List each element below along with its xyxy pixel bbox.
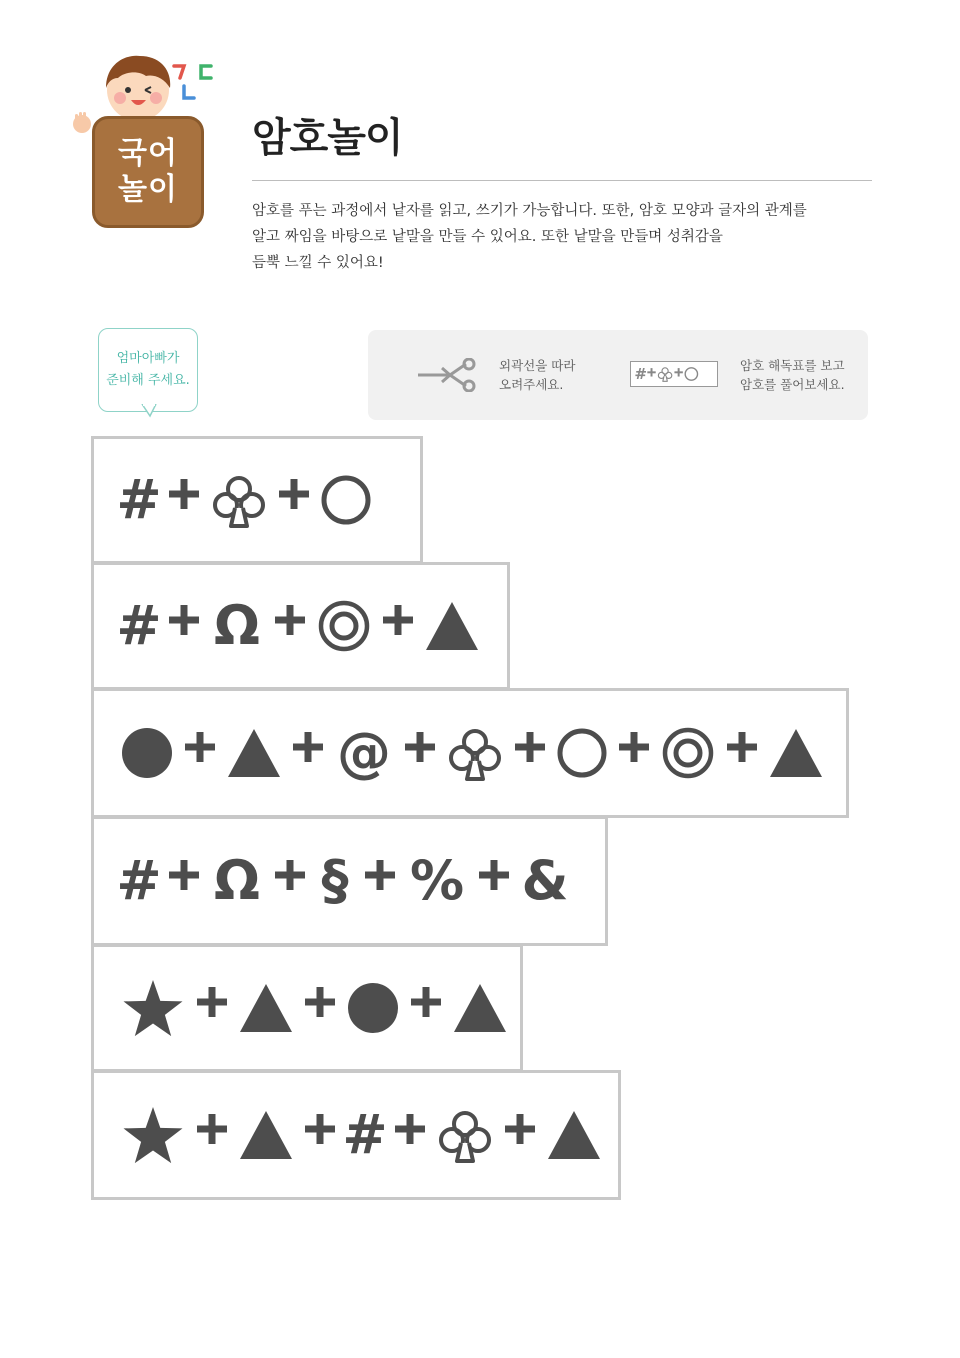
code-card[interactable] xyxy=(91,688,849,818)
svg-text:Ω: Ω xyxy=(214,849,260,912)
plus-icon xyxy=(275,605,305,635)
code-card[interactable] xyxy=(91,436,423,564)
plus-icon xyxy=(405,732,435,762)
svg-text:#: # xyxy=(342,1103,388,1166)
circle-symbol-icon xyxy=(560,731,604,775)
plus-icon xyxy=(515,732,545,762)
triangle-symbol-icon xyxy=(228,729,280,777)
club-symbol-icon xyxy=(215,478,263,526)
svg-text:Ω: Ω xyxy=(214,594,260,657)
triangle-symbol-icon xyxy=(240,984,292,1032)
circle-symbol-icon xyxy=(685,368,697,380)
code-card[interactable] xyxy=(91,1070,621,1200)
cut-instruction-line-1: 외곽선을 따라 xyxy=(499,358,576,373)
plus-icon xyxy=(674,368,682,376)
amp-symbol-icon xyxy=(521,849,568,912)
plus-icon xyxy=(365,860,395,890)
triangle-symbol-icon xyxy=(240,1111,292,1159)
plus-icon xyxy=(305,987,335,1017)
plus-icon xyxy=(279,479,309,509)
dot-symbol-icon xyxy=(122,728,172,778)
decode-instruction-line-2: 암호를 풀어보세요. xyxy=(740,377,845,392)
plus-icon xyxy=(169,605,199,635)
plus-icon xyxy=(727,732,757,762)
dot-symbol-icon xyxy=(348,983,398,1033)
plus-icon xyxy=(169,860,199,890)
svg-text:#: # xyxy=(116,594,162,657)
omega-symbol-icon xyxy=(214,594,260,657)
plus-icon xyxy=(197,1114,227,1144)
cut-instruction xyxy=(499,356,575,394)
parent-note-line-1: 엄마아빠가 xyxy=(116,351,180,366)
title-divider xyxy=(252,180,872,181)
triangle-symbol-icon xyxy=(770,729,822,777)
code-card[interactable] xyxy=(91,816,608,946)
svg-text:§: § xyxy=(321,849,349,912)
decode-instruction xyxy=(740,356,845,394)
plus-icon xyxy=(479,860,509,890)
decode-instruction-line-1: 암호 해독표를 보고 xyxy=(740,358,845,373)
code-symbols xyxy=(94,819,605,943)
scissors-icon xyxy=(416,358,478,392)
instruction-panel xyxy=(368,330,868,420)
description-line: 암호를 푸는 과정에서 낱자를 읽고, 쓰기가 가능합니다. 또한, 암호 모양과 글자의 관계를 xyxy=(252,203,807,219)
hash-symbol-icon xyxy=(342,1103,387,1166)
star-symbol-icon xyxy=(124,1107,183,1163)
code-symbols xyxy=(94,439,420,561)
cut-instruction-line-2: 오려주세요. xyxy=(499,377,564,392)
category-badge xyxy=(68,52,218,234)
club-symbol-icon xyxy=(658,368,671,381)
club-symbol-icon xyxy=(451,731,499,779)
circle-symbol-icon xyxy=(324,478,368,522)
triangle-symbol-icon xyxy=(548,1111,600,1159)
code-card[interactable] xyxy=(91,562,510,690)
badge-board xyxy=(92,116,204,228)
section-symbol-icon xyxy=(322,849,349,912)
badge-line-1: 국어 xyxy=(118,136,178,171)
bubble-tail-icon xyxy=(140,404,160,420)
svg-text:#: # xyxy=(116,849,162,912)
code-card[interactable] xyxy=(91,944,523,1072)
hash-symbol-icon xyxy=(634,365,647,383)
hash-symbol-icon xyxy=(116,468,161,531)
plus-icon xyxy=(383,605,413,635)
plus-icon xyxy=(619,732,649,762)
hash-symbol-icon xyxy=(116,849,161,912)
triangle-symbol-icon xyxy=(426,602,478,650)
code-symbols xyxy=(94,565,507,687)
example-code-symbols xyxy=(634,364,714,384)
example-code-card xyxy=(630,361,718,387)
code-symbols xyxy=(94,691,846,815)
plus-icon xyxy=(197,987,227,1017)
plus-icon xyxy=(293,732,323,762)
svg-text:#: # xyxy=(116,468,162,531)
triangle-symbol-icon xyxy=(454,984,506,1032)
star-symbol-icon xyxy=(124,980,183,1036)
hash-symbol-icon xyxy=(116,594,161,657)
description-line: 알고 짜임을 바탕으로 낱말을 만들 수 있어요. 또한 낱말을 만들며 성취감을 xyxy=(252,229,723,245)
plus-icon xyxy=(305,1114,335,1144)
bullseye-symbol-icon xyxy=(665,730,711,776)
page-title: 암호놀이 xyxy=(252,115,403,161)
club-symbol-icon xyxy=(441,1113,489,1161)
bullseye-symbol-icon xyxy=(321,603,367,649)
parent-note-bubble xyxy=(98,328,198,412)
description-line: 듬뿍 느낄 수 있어요! xyxy=(252,255,384,271)
description xyxy=(252,198,872,276)
plus-icon xyxy=(505,1114,535,1144)
parent-note-line-2: 준비해 주세요. xyxy=(106,373,190,388)
code-symbols xyxy=(94,1073,618,1197)
svg-text:@: @ xyxy=(337,721,391,784)
svg-text:#: # xyxy=(634,365,648,384)
plus-icon xyxy=(169,479,199,509)
badge-line-2: 놀이 xyxy=(118,172,178,207)
percent-symbol-icon xyxy=(410,849,464,912)
plus-icon xyxy=(185,732,215,762)
omega-symbol-icon xyxy=(214,849,260,912)
plus-icon xyxy=(395,1114,425,1144)
plus-icon xyxy=(411,987,441,1017)
svg-text:%: % xyxy=(409,849,465,912)
plus-icon xyxy=(275,860,305,890)
svg-text:&: & xyxy=(521,849,569,912)
at-symbol-icon xyxy=(337,721,391,784)
plus-icon xyxy=(647,368,655,376)
code-symbols xyxy=(94,947,520,1069)
